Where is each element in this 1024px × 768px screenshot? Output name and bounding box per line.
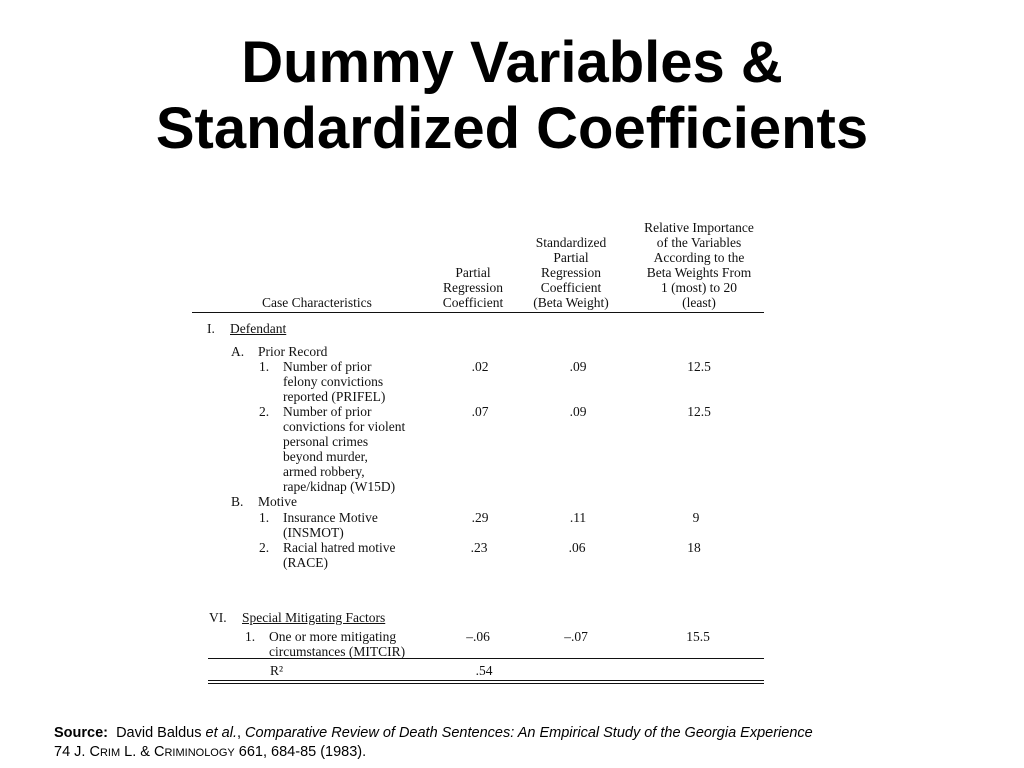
source-line-1: Source: David Baldus et al., Comparative Review of Death Sentences: An Empirical Study of the Georgia Experience xyxy=(54,725,813,741)
source-title: Comparative Review of Death Sentences: An Empirical Study of the Georgia Experience xyxy=(245,725,813,741)
row-a2-partial: .07 xyxy=(471,404,489,419)
row-b2-partial: .23 xyxy=(470,540,488,555)
row-a1-label: Number of prior felony convictions reported (PRIFEL) xyxy=(283,359,386,404)
row-b1-beta: .11 xyxy=(569,510,587,525)
header-case-characteristics: Case Characteristics xyxy=(262,295,372,310)
row-vi1-number: 1. xyxy=(245,629,256,644)
row-a1-rank: 12.5 xyxy=(687,359,711,374)
regression-table xyxy=(192,218,770,688)
section-vi-numeral: VI. xyxy=(209,610,227,625)
row-vi1-beta: –.07 xyxy=(564,629,588,644)
table-bottom-rule-2 xyxy=(208,683,764,684)
source-line-2: 74 J. CRIM L. & CRIMINOLOGY 661, 684-85 (1983). xyxy=(54,744,367,760)
row-vi1-partial: –.06 xyxy=(466,629,490,644)
source-etal: et al. xyxy=(205,725,237,741)
row-b2-label: Racial hatred motive (RACE) xyxy=(283,540,396,570)
header-rule xyxy=(192,312,764,313)
row-a2-beta: .09 xyxy=(569,404,587,419)
row-a2-number: 2. xyxy=(259,404,270,419)
slide-title-line-2: Standardized Coefficients xyxy=(155,96,869,161)
header-partial-coefficient: Partial Regression Coefficient xyxy=(442,265,504,310)
row-vi1-rank: 15.5 xyxy=(686,629,710,644)
row-a1-partial: .02 xyxy=(471,359,489,374)
source-author: David Baldus xyxy=(116,725,202,741)
row-b2-rank: 18 xyxy=(687,540,701,555)
table-bottom-rule-1 xyxy=(208,680,764,681)
row-b1-label: Insurance Motive (INSMOT) xyxy=(283,510,378,540)
source-citation xyxy=(54,724,1014,763)
source-label: Source: xyxy=(54,725,108,741)
row-a2-label: Number of prior convictions for violent personal crimes beyond murder, armed robbery, rape/kidnap (W15D) xyxy=(283,404,406,494)
header-beta-weight: Standardized Partial Regression Coefficient (Beta Weight) xyxy=(533,235,609,310)
r-squared-label: R² xyxy=(270,663,284,678)
row-a1-beta: .09 xyxy=(569,359,587,374)
row-b1-number: 1. xyxy=(259,510,270,525)
slide-title-line-1: Dummy Variables & xyxy=(241,30,783,95)
row-a1-number: 1. xyxy=(259,359,270,374)
r-squared-value: .54 xyxy=(475,663,493,678)
row-b1-partial: .29 xyxy=(471,510,489,525)
group-b-label: Motive xyxy=(258,494,297,509)
row-vi1-label: One or more mitigating circumstances (MITCIR) xyxy=(269,629,406,659)
r-squared-top-rule xyxy=(208,658,764,659)
row-b1-rank: 9 xyxy=(692,510,700,525)
group-a-letter: A. xyxy=(231,344,245,359)
slide-title xyxy=(0,30,1024,162)
row-b2-number: 2. xyxy=(259,540,270,555)
header-relative-importance: Relative Importance of the Variables According to the Beta Weights From 1 (most) to 20 (least) xyxy=(644,220,754,310)
group-a-label: Prior Record xyxy=(258,344,328,359)
row-b2-beta: .06 xyxy=(568,540,586,555)
row-a2-rank: 12.5 xyxy=(687,404,711,419)
section-i-label: Defendant xyxy=(230,321,287,336)
section-vi-label: Special Mitigating Factors xyxy=(242,610,386,625)
section-i-numeral: I. xyxy=(207,321,215,336)
group-b-letter: B. xyxy=(231,494,244,509)
